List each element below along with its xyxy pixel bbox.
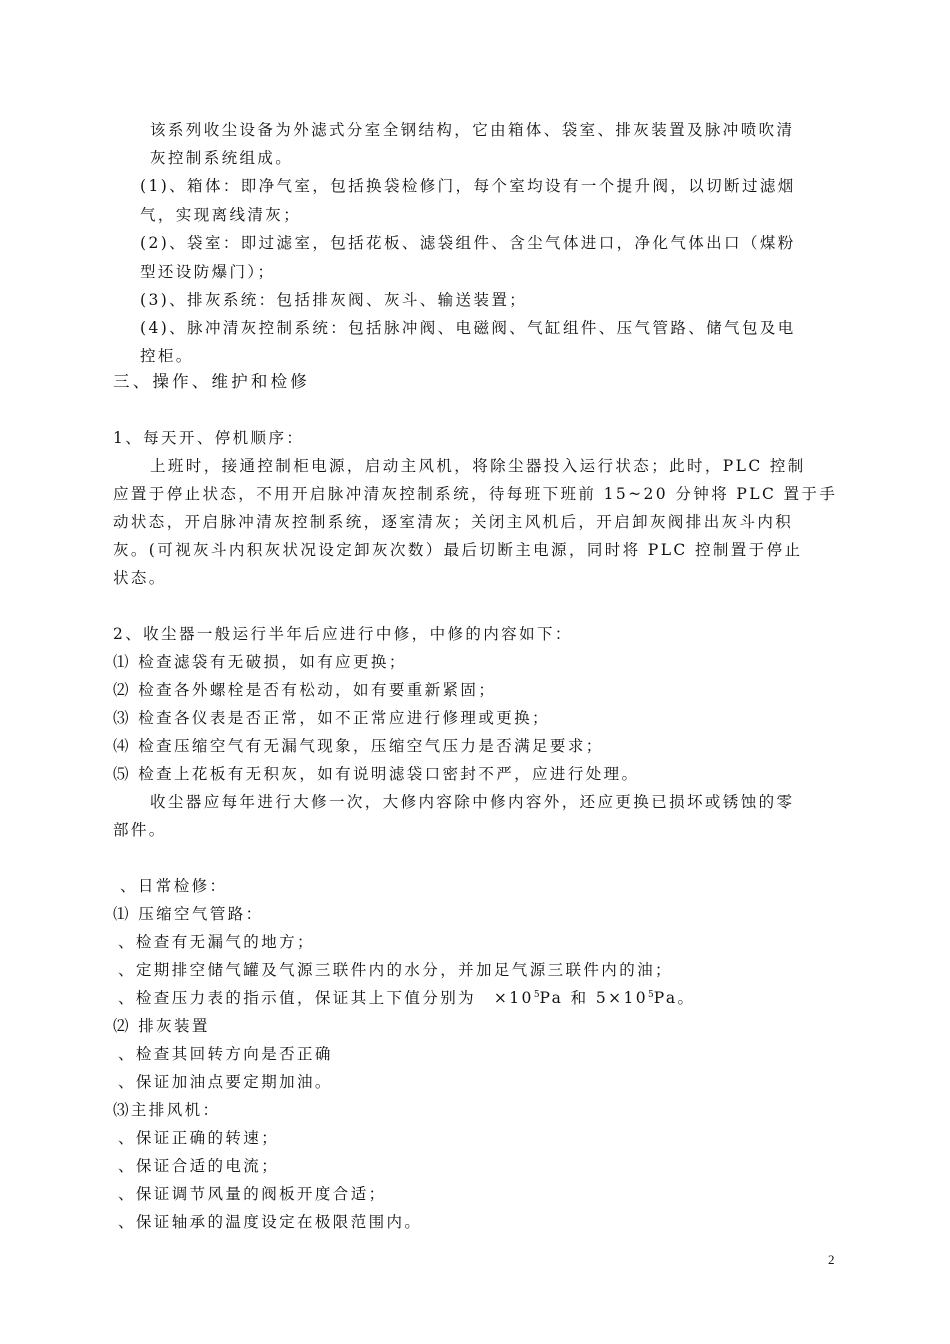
s1-paragraph-line-4: 灰。(可视灰斗内积灰状况设定卸灰次数）最后切断主电源，同时将 PLC 控制置于停止 xyxy=(113,541,803,559)
component-4-line-1: (4)、脉冲清灰控制系统：包括脉冲阀、电磁阀、气缸组件、压气管路、储气包及电 xyxy=(140,319,796,337)
s1-paragraph-line-1: 上班时，接通控制柜电源，启动主风机，将除尘器投入运行状态；此时，PLC 控制 xyxy=(150,457,806,475)
pressure-exponent-2: 5 xyxy=(648,989,654,1000)
pressure-text-suffix: Pa。 xyxy=(653,989,696,1007)
s3-sub3-item-3: 、保证调节风量的阀板开度合适； xyxy=(118,1185,387,1203)
s3-sub2-item-1: 、检查其回转方向是否正确 xyxy=(118,1045,333,1063)
s1-paragraph-line-2: 应置于停止状态，不用开启脉冲清灰控制系统，待每班下班前 15~20 分钟将 PLC 置于手 xyxy=(113,485,838,503)
s3-sub3-item-4: 、保证轴承的温度设定在极限范围内。 xyxy=(118,1213,423,1231)
intro-line-2: 灰控制系统组成。 xyxy=(150,149,294,167)
pressure-text-prefix: 、检查压力表的指示值，保证其上下值分别为 ×10 xyxy=(118,989,534,1007)
s3-sub1-item-1: 、检查有无漏气的地方； xyxy=(118,933,315,951)
s2-title: 2、收尘器一般运行半年后应进行中修，中修的内容如下： xyxy=(113,625,573,643)
component-2-line-1: (2)、袋室：即过滤室，包括花板、滤袋组件、含尘气体进口，净化气体出口（煤粉 xyxy=(140,234,796,252)
intro-line-1: 该系列收尘设备为外滤式分室全钢结构，它由箱体、袋室、排灰装置及脉冲喷吹清 xyxy=(150,121,795,139)
component-1-line-2: 气，实现离线清灰； xyxy=(140,206,302,224)
section-3-heading: 三、操作、维护和检修 xyxy=(113,372,310,391)
s2-item-4: ⑷ 检查压缩空气有无漏气现象，压缩空气压力是否满足要求； xyxy=(113,737,604,755)
s3-sub3-title: ⑶主排风机： xyxy=(113,1101,221,1119)
page-number: 2 xyxy=(828,1252,835,1267)
s2-item-3: ⑶ 检查各仪表是否正常，如不正常应进行修理或更换； xyxy=(113,709,550,727)
s3-sub3-item-1: 、保证正确的转速； xyxy=(118,1129,280,1147)
s3-sub3-item-2: 、保证合适的电流； xyxy=(118,1157,280,1175)
s3-title: 、日常检修： xyxy=(120,877,228,895)
s2-paragraph-line-1: 收尘器应每年进行大修一次，大修内容除中修内容外，还应更换已损坏或锈蚀的零 xyxy=(150,793,795,811)
s2-paragraph-line-2: 部件。 xyxy=(113,821,167,839)
s3-sub1-title: ⑴ 压缩空气管路： xyxy=(113,905,264,923)
s3-sub1-item-2: 、定期排空储气罐及气源三联件内的水分，并加足气源三联件内的油； xyxy=(118,961,673,979)
component-1-line-1: (1)、箱体：即净气室，包括换袋检修门，每个室均设有一个提升阀，以切断过滤烟 xyxy=(140,177,796,195)
pressure-text-mid: Pa 和 5×10 xyxy=(539,989,649,1007)
s2-item-5: ⑸ 检查上花板有无积灰，如有说明滤袋口密封不严，应进行处理。 xyxy=(113,765,640,783)
s1-paragraph-line-3: 动状态，开启脉冲清灰控制系统，逐室清灰；关闭主风机后，开启卸灰阀排出灰斗内积 xyxy=(113,513,794,531)
s3-sub2-title: ⑵ 排灰装置 xyxy=(113,1017,210,1035)
pressure-exponent-1: 5 xyxy=(533,989,540,1000)
component-3-line-1: (3)、排灰系统：包括排灰阀、灰斗、输送装置； xyxy=(140,291,528,309)
s3-sub1-item-3 xyxy=(118,988,695,1008)
s1-paragraph-line-5: 状态。 xyxy=(113,569,167,587)
s2-item-2: ⑵ 检查各外螺栓是否有松动，如有要重新紧固； xyxy=(113,681,497,699)
component-2-line-2: 型还设防爆门）； xyxy=(140,263,276,281)
s3-sub2-item-2: 、保证加油点要定期加油。 xyxy=(118,1073,333,1091)
s2-item-1: ⑴ 检查滤袋有无破损，如有应更换； xyxy=(113,653,407,671)
s1-title: 1、每天开、停机顺序： xyxy=(113,429,305,447)
component-4-line-2: 控柜。 xyxy=(140,347,194,365)
